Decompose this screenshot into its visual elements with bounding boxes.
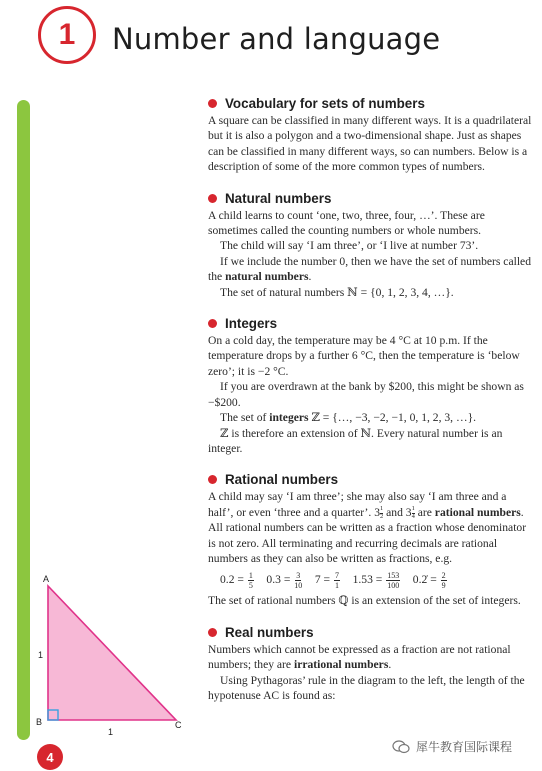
paragraph: On a cold day, the temperature may be 4 °C at 10 p.m. If the temperature drops by a further 6 °C, then the temperature is ‘below zero’; it is −2 °C. xyxy=(208,334,520,378)
key-term: natural numbers xyxy=(225,270,309,284)
fraction: $\frac{2}{9}$ xyxy=(441,571,446,591)
watermark xyxy=(392,738,512,755)
example: 0.3 = $\frac{3}{10}$ xyxy=(266,571,303,591)
text-run: If we include the number 0, then we have the set of numbers called the xyxy=(208,254,531,284)
right-triangle-diagram xyxy=(34,572,189,737)
section-heading: Real numbers xyxy=(225,624,314,640)
bullet-icon xyxy=(208,319,217,328)
key-term: integers xyxy=(269,411,309,425)
fraction: $\frac{1}{5}$ xyxy=(248,571,253,591)
main-content xyxy=(208,96,532,719)
example: 0.2̇ = $\frac{2}{9}$ xyxy=(412,571,446,591)
section-integers xyxy=(208,316,532,456)
paragraph: If you are overdrawn at the bank by $200, this might be shown as −$200. xyxy=(208,380,524,409)
text-run: . All rational numbers can be written as a fraction whose denominator is not zero. All terminating and recurring decimals are rational numbers as they can also be written as fractions, e.g. xyxy=(208,505,527,565)
vertex-b-label: B xyxy=(36,717,43,727)
paragraph xyxy=(208,489,532,566)
side-accent-bar xyxy=(17,100,30,740)
text-run: are xyxy=(414,505,435,519)
paragraph: The set of rational numbers ℚ is an extension of the set of integers. xyxy=(208,594,521,608)
section-natural-numbers xyxy=(208,191,532,300)
section-heading: Integers xyxy=(225,316,278,332)
paragraph: A child learns to count ‘one, two, three, four, …’. These are sometimes called the counting numbers or whole numbers. xyxy=(208,208,485,238)
fraction: $\frac{7}{1}$ xyxy=(334,571,339,591)
section-heading: Rational numbers xyxy=(225,472,339,488)
fraction: $\frac{3}{10}$ xyxy=(294,571,303,591)
section-rational-numbers xyxy=(208,472,532,608)
key-term: irrational numbers xyxy=(293,658,389,672)
text-run: . xyxy=(308,270,312,284)
text-run: . xyxy=(388,658,392,672)
text-run: Numbers which cannot be expressed as a fraction are not rational numbers; they are xyxy=(208,642,511,672)
text-run: The set of xyxy=(220,411,270,425)
paragraph xyxy=(208,410,532,425)
bullet-icon xyxy=(208,628,217,637)
paragraph: ℤ is therefore an extension of ℕ. Every natural number is an integer. xyxy=(208,426,503,455)
side-bc-label: 1 xyxy=(108,727,114,737)
chapter-number-badge xyxy=(38,6,96,64)
paragraph: Using Pythagoras’ rule in the diagram to the left, the length of the hypotenuse AC is found as: xyxy=(208,673,525,702)
page-number: 4 xyxy=(37,744,63,770)
vertex-a-label: A xyxy=(43,574,50,584)
bullet-icon xyxy=(208,475,217,484)
bullet-icon xyxy=(208,99,217,108)
section-vocabulary xyxy=(208,96,532,175)
chat-bubble-icon xyxy=(392,740,410,754)
text-run: ℤ = {…, −3, −2, −1, 0, 1, 2, 3, …}. xyxy=(308,411,477,425)
example: 1.53 = $\frac{153}{100}$ xyxy=(352,571,400,591)
watermark-text: 犀牛教育国际课程 xyxy=(416,740,513,754)
vertex-c-label: C xyxy=(175,720,182,730)
chapter-title: Number and language xyxy=(112,22,441,56)
text-run: and 3 xyxy=(383,505,412,519)
section-heading: Vocabulary for sets of numbers xyxy=(225,96,425,111)
fraction: $\frac{153}{100}$ xyxy=(387,571,400,591)
paragraph: The child will say ‘I am three’, or ‘I live at number 73’. xyxy=(220,239,479,253)
section-heading: Natural numbers xyxy=(225,190,332,206)
fraction-examples xyxy=(208,570,532,590)
triangle-shape xyxy=(48,586,176,720)
example: 0.2 = $\frac{1}{5}$ xyxy=(220,571,253,591)
bullet-icon xyxy=(208,194,217,203)
chapter-number: 1 xyxy=(58,18,76,51)
fraction: $\frac{1}{2}$ xyxy=(380,505,384,520)
paragraph xyxy=(208,254,532,285)
paragraph: The set of natural numbers ℕ = {0, 1, 2, 3, 4, …}. xyxy=(220,285,454,299)
paragraph xyxy=(208,642,532,673)
section-real-numbers xyxy=(208,625,532,704)
key-term: rational numbers xyxy=(434,505,521,519)
side-ab-label: 1 xyxy=(38,650,44,660)
text-run: A child may say ‘I am three’; she may also say ‘I am three and a half’, or even ‘three and a quarter’. 3 xyxy=(208,490,507,519)
paragraph: A square can be classified in many different ways. It is a quadrilateral but it is also a polygon and a two-dimensional shape. Just as shapes can be classified in many different ways, so can numbers. Below is a description of some of the more common types of numbers. xyxy=(208,114,532,174)
example: 7 = $\frac{7}{1}$ xyxy=(314,571,339,591)
fraction: $\frac{1}{4}$ xyxy=(411,505,415,520)
